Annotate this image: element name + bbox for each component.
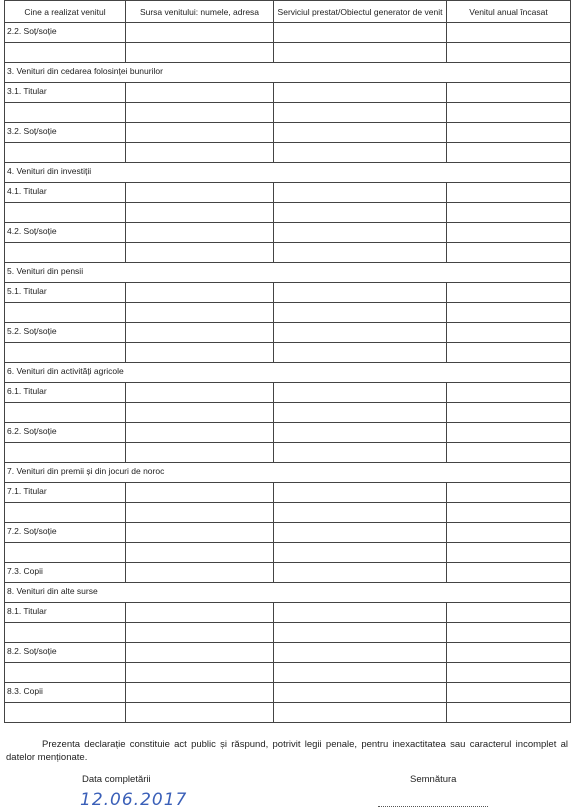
table-row [5, 423, 571, 443]
header-source: Sursa venitului: numele, adresa [126, 1, 274, 23]
table-cell [126, 123, 274, 143]
table-cell [126, 343, 274, 363]
table-cell [447, 523, 571, 543]
income-declaration-page [4, 0, 570, 723]
table-cell [126, 243, 274, 263]
table-blank-row [5, 543, 571, 563]
table-cell [274, 643, 447, 663]
table-cell [447, 663, 571, 683]
table-row [5, 643, 571, 663]
table-cell [126, 323, 274, 343]
table-cell [447, 643, 571, 663]
table-row [5, 123, 571, 143]
table-cell [126, 143, 274, 163]
table-cell [126, 523, 274, 543]
table-cell [274, 443, 447, 463]
row-label: 3.2. Soț/soție [5, 123, 126, 143]
table-row [5, 283, 571, 303]
table-cell [274, 543, 447, 563]
signature-line [378, 806, 488, 807]
table-cell [274, 223, 447, 243]
row-label: 2.2. Soț/soție [5, 23, 126, 43]
table-cell [274, 503, 447, 523]
section-row [5, 463, 571, 483]
table-cell [126, 603, 274, 623]
table-cell [126, 503, 274, 523]
section-heading: 7. Venituri din premii și din jocuri de noroc [5, 463, 571, 483]
table-cell [447, 283, 571, 303]
table-cell [126, 83, 274, 103]
table-cell [274, 523, 447, 543]
income-table [4, 0, 571, 723]
table-cell [274, 383, 447, 403]
table-cell [447, 543, 571, 563]
table-cell [274, 203, 447, 223]
table-cell [126, 403, 274, 423]
table-row [5, 323, 571, 343]
table-cell [447, 403, 571, 423]
row-label: 8.2. Soț/soție [5, 643, 126, 663]
section-heading: 6. Venituri din activități agricole [5, 363, 571, 383]
table-cell [274, 403, 447, 423]
table-cell [5, 103, 126, 123]
table-cell [447, 443, 571, 463]
row-label: 8.1. Titular [5, 603, 126, 623]
table-cell [126, 443, 274, 463]
table-cell [126, 283, 274, 303]
table-cell [5, 143, 126, 163]
table-cell [447, 343, 571, 363]
table-cell [5, 503, 126, 523]
table-cell [274, 323, 447, 343]
table-cell [447, 43, 571, 63]
date-label: Data completării [82, 774, 151, 785]
table-body [5, 23, 571, 723]
section-row [5, 363, 571, 383]
table-cell [5, 543, 126, 563]
table-cell [126, 203, 274, 223]
table-cell [274, 143, 447, 163]
table-cell [126, 303, 274, 323]
table-cell [126, 703, 274, 723]
section-heading: 4. Venituri din investiții [5, 163, 571, 183]
table-cell [274, 283, 447, 303]
table-cell [447, 143, 571, 163]
table-cell [126, 643, 274, 663]
table-cell [126, 683, 274, 703]
table-cell [447, 323, 571, 343]
section-heading: 8. Venituri din alte surse [5, 583, 571, 603]
table-cell [447, 603, 571, 623]
row-label: 5.2. Soț/soție [5, 323, 126, 343]
section-heading: 3. Venituri din cedarea folosinței bunurilor [5, 63, 571, 83]
table-cell [5, 203, 126, 223]
table-cell [447, 223, 571, 243]
table-cell [274, 603, 447, 623]
row-label: 7.3. Copii [5, 563, 126, 583]
table-cell [126, 383, 274, 403]
table-cell [274, 663, 447, 683]
table-cell [5, 243, 126, 263]
header-who: Cine a realizat venitul [5, 1, 126, 23]
table-blank-row [5, 623, 571, 643]
table-cell [126, 543, 274, 563]
table-blank-row [5, 403, 571, 423]
row-label: 7.1. Titular [5, 483, 126, 503]
row-label: 5.1. Titular [5, 283, 126, 303]
row-label: 7.2. Soț/soție [5, 523, 126, 543]
table-blank-row [5, 703, 571, 723]
table-cell [126, 663, 274, 683]
table-cell [5, 703, 126, 723]
table-blank-row [5, 343, 571, 363]
table-blank-row [5, 103, 571, 123]
table-row [5, 383, 571, 403]
table-cell [274, 123, 447, 143]
table-blank-row [5, 243, 571, 263]
table-cell [5, 623, 126, 643]
table-row [5, 523, 571, 543]
table-cell [274, 703, 447, 723]
table-cell [5, 343, 126, 363]
section-row [5, 163, 571, 183]
table-blank-row [5, 503, 571, 523]
row-label: 3.1. Titular [5, 83, 126, 103]
row-label: 4.2. Soț/soție [5, 223, 126, 243]
table-cell [126, 43, 274, 63]
table-cell [126, 183, 274, 203]
table-cell [126, 23, 274, 43]
table-cell [274, 43, 447, 63]
section-row [5, 63, 571, 83]
table-cell [274, 303, 447, 323]
row-label: 6.1. Titular [5, 383, 126, 403]
table-cell [274, 483, 447, 503]
table-cell [5, 663, 126, 683]
table-cell [126, 623, 274, 643]
table-cell [447, 183, 571, 203]
table-row [5, 563, 571, 583]
table-row [5, 603, 571, 623]
table-cell [447, 423, 571, 443]
table-blank-row [5, 203, 571, 223]
table-cell [126, 483, 274, 503]
row-label: 6.2. Soț/soție [5, 423, 126, 443]
table-cell [274, 423, 447, 443]
table-cell [447, 683, 571, 703]
section-row [5, 263, 571, 283]
table-blank-row [5, 663, 571, 683]
row-label: 8.3. Copii [5, 683, 126, 703]
section-row [5, 583, 571, 603]
table-cell [447, 103, 571, 123]
table-cell [5, 303, 126, 323]
table-cell [447, 23, 571, 43]
table-cell [274, 103, 447, 123]
table-cell [274, 563, 447, 583]
table-cell [126, 223, 274, 243]
table-cell [447, 483, 571, 503]
table-cell [447, 303, 571, 323]
table-cell [274, 683, 447, 703]
table-blank-row [5, 143, 571, 163]
table-blank-row [5, 43, 571, 63]
row-label: 4.1. Titular [5, 183, 126, 203]
table-cell [447, 123, 571, 143]
table-cell [274, 243, 447, 263]
table-row [5, 683, 571, 703]
table-cell [447, 83, 571, 103]
table-cell [274, 623, 447, 643]
table-cell [5, 43, 126, 63]
table-cell [5, 443, 126, 463]
header-service: Serviciul prestat/Obiectul generator de venit [274, 1, 447, 23]
table-cell [274, 83, 447, 103]
table-blank-row [5, 303, 571, 323]
table-cell [447, 703, 571, 723]
table-cell [126, 563, 274, 583]
section-heading: 5. Venituri din pensii [5, 263, 571, 283]
table-cell [126, 423, 274, 443]
table-cell [447, 503, 571, 523]
handwritten-date: 12.06.2017 [80, 790, 188, 810]
table-row [5, 223, 571, 243]
table-cell [447, 243, 571, 263]
signature-label: Semnătura [410, 774, 457, 785]
declaration-text: Prezenta declarație constituie act public și răspund, potrivit legii penale, pentru inexactitatea sau caracterul incomplet al datelor menționate. [6, 739, 568, 763]
table-cell [447, 383, 571, 403]
table-row [5, 183, 571, 203]
table-cell [447, 203, 571, 223]
table-cell [274, 183, 447, 203]
table-cell [126, 103, 274, 123]
table-header-row [5, 1, 571, 23]
table-cell [447, 563, 571, 583]
table-cell [274, 23, 447, 43]
table-cell [5, 403, 126, 423]
table-cell [274, 343, 447, 363]
header-annual-income: Venitul anual încasat [447, 1, 571, 23]
table-row [5, 483, 571, 503]
table-cell [447, 623, 571, 643]
table-row [5, 23, 571, 43]
table-row [5, 83, 571, 103]
table-blank-row [5, 443, 571, 463]
